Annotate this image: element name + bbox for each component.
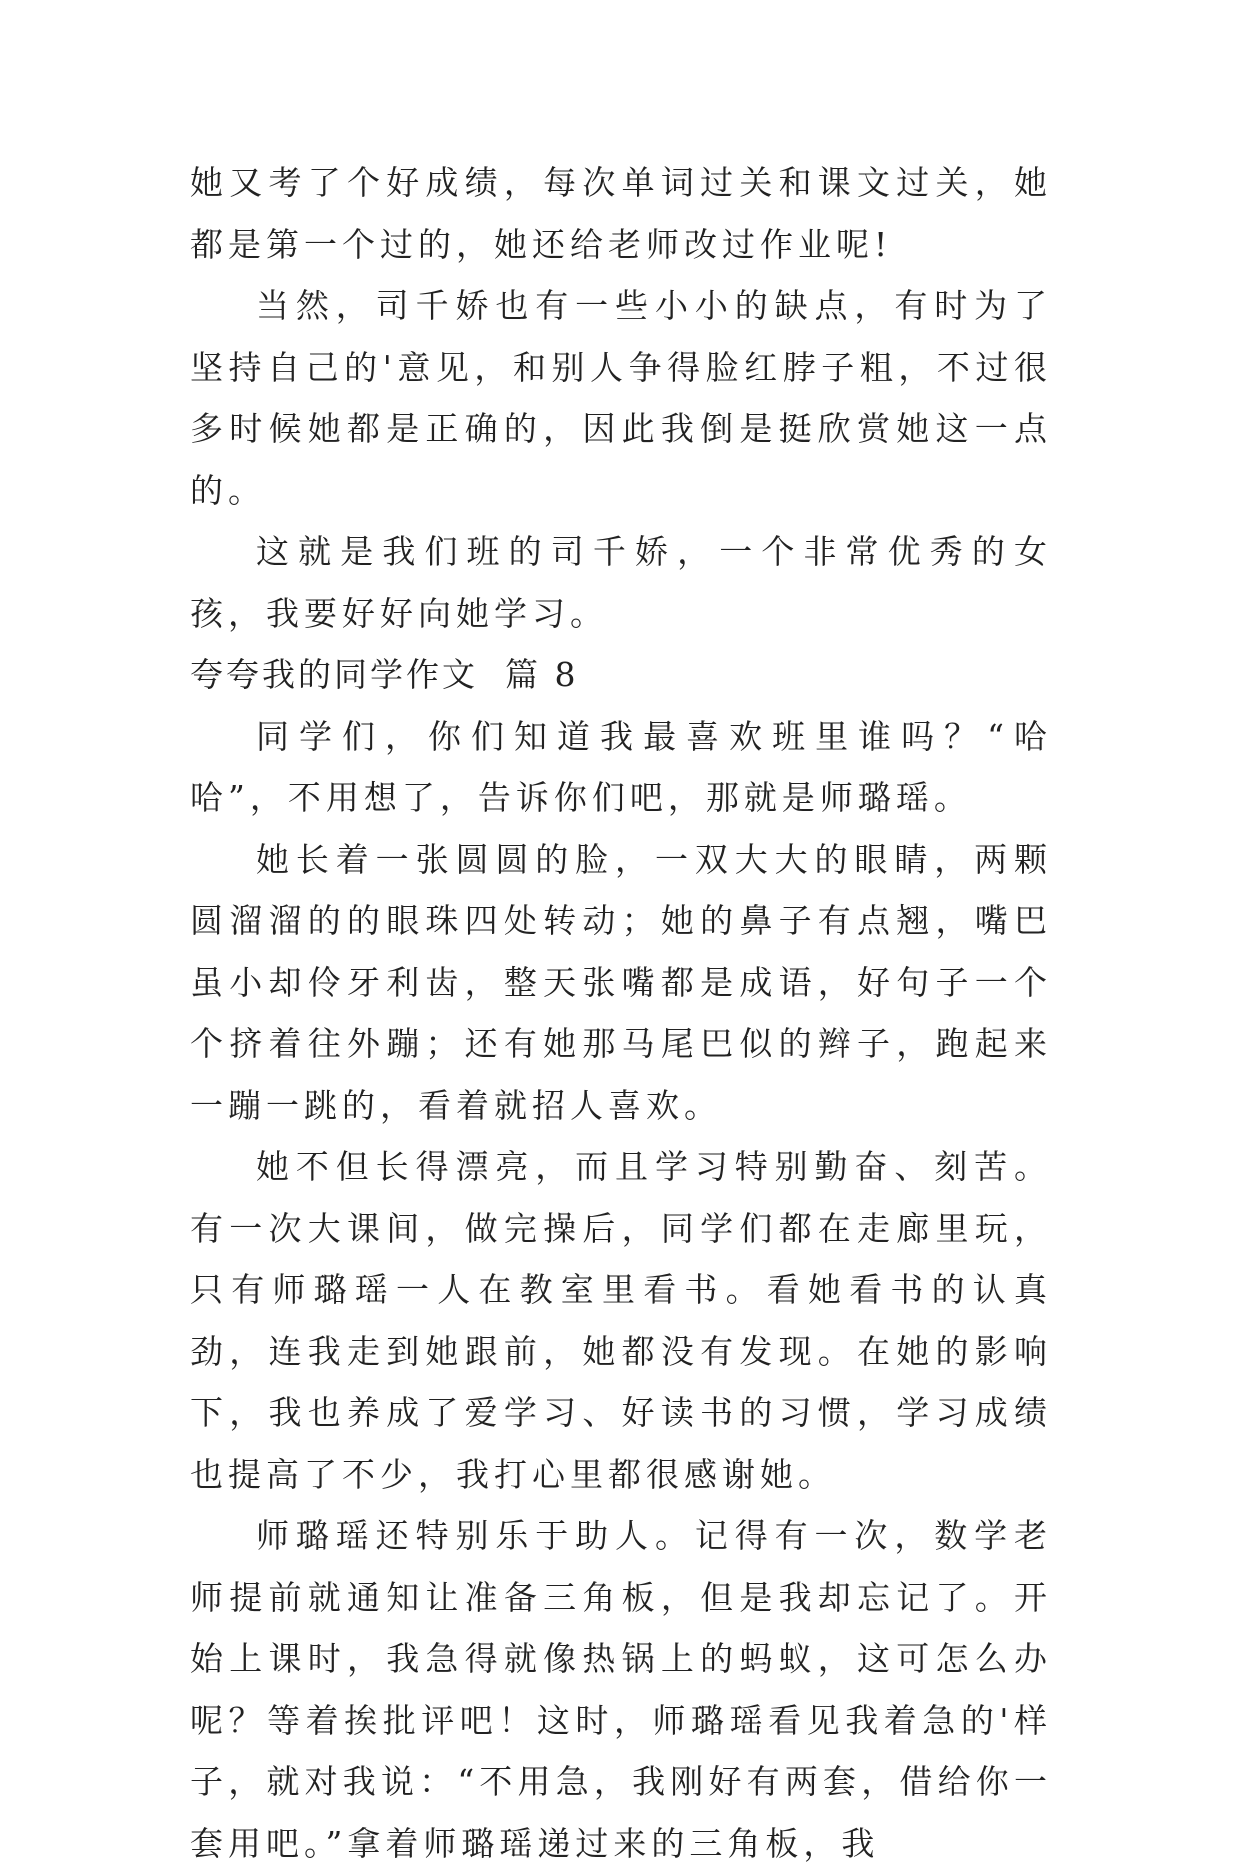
paragraph: 她不但长得漂亮，而且学习特别勤奋、刻苦。有一次大课间，做完操后，同学们都在走廊里玩，只有师璐瑶一人在教室里看书。看她看书的认真劲，连我走到她跟前，她都没有发现。在她的影响下，我也养成了爱学习、好读书的习惯，学习成绩也提高了不少，我打心里都很感谢她。: [190, 1147, 1052, 1494]
document-page: [190, 152, 1052, 1874]
paragraph: 师璐瑶还特别乐于助人。记得有一次，数学老师提前就通知让准备三角板，但是我却忘记了。开始上课时，我急得就像热锅上的蚂蚁，这可怎么办呢？等着挨批评吧！这时，师璐瑶看见我着急的'样子，就对我说：“不用急，我刚好有两套，借给你一套用吧。”拿着师璐瑶递过来的三角板，我: [190, 1516, 1052, 1863]
paragraph: 她又考了个好成绩，每次单词过关和课文过关，她都是第一个过的，她还给老师改过作业呢!: [190, 163, 1052, 264]
paragraph: 这就是我们班的司千娇，一个非常优秀的女孩，我要好好向她学习。: [190, 532, 1052, 633]
paragraph: 当然，司千娇也有一些小小的缺点，有时为了坚持自己的'意见，和别人争得脸红脖子粗，不过很多时候她都是正确的，因此我倒是挺欣赏她这一点的。: [190, 286, 1052, 510]
paragraph: 同学们，你们知道我最喜欢班里谁吗？“哈哈”，不用想了，告诉你们吧，那就是师璐瑶。: [190, 716, 1052, 817]
paragraph: 她长着一张圆圆的脸，一双大大的眼睛，两颗圆溜溜的的眼珠四处转动；她的鼻子有点翘，嘴巴虽小却伶牙利齿，整天张嘴都是成语，好句子一个个挤着往外蹦；还有她那马尾巴似的辫子，跑起来一蹦一跳的，看着就招人喜欢。: [190, 839, 1052, 1125]
section-heading: 夸夸我的同学作文 篇 8: [190, 655, 579, 694]
